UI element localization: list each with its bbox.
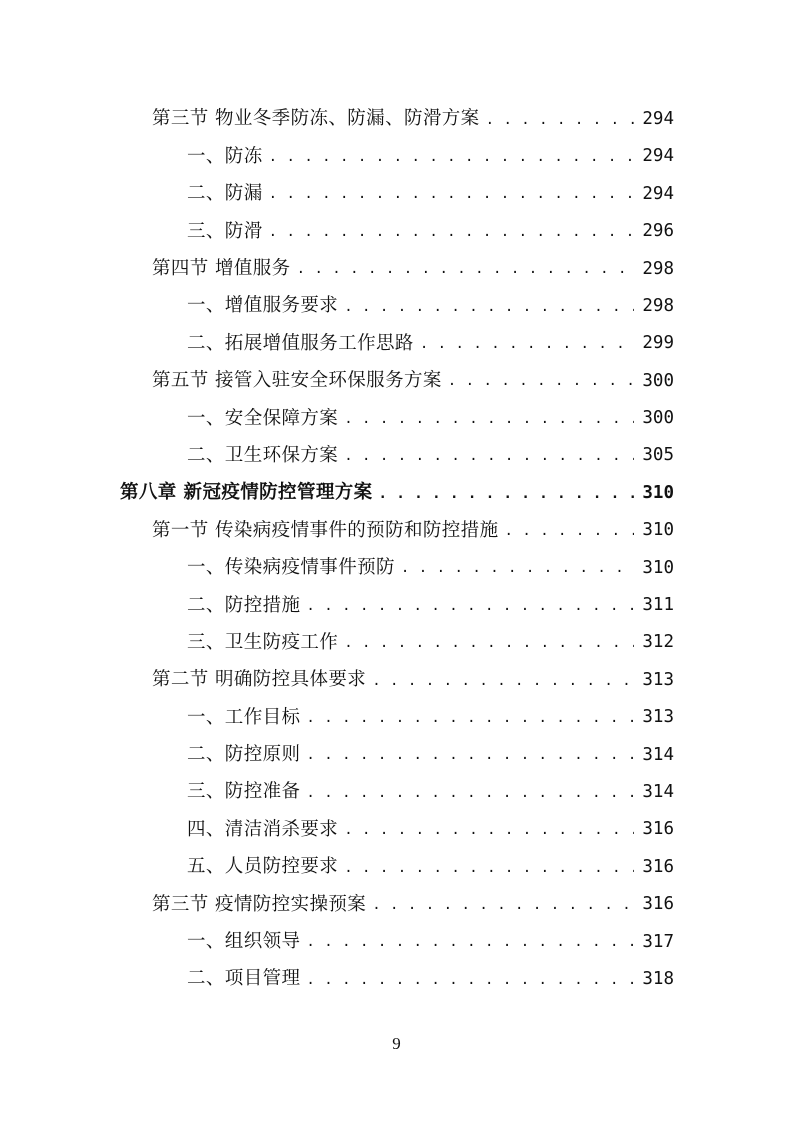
toc-entry-page: 310 <box>642 520 674 541</box>
toc-entry-title: 二、防漏 <box>187 183 263 205</box>
toc-section-entry[interactable] <box>0 886 793 923</box>
toc-entry-title: 二、卫生环保方案 <box>187 444 339 466</box>
toc-entry-title: 一、传染病疫情事件预防 <box>187 557 395 579</box>
toc-entry-title: 第二节 明确防控具体要求 <box>152 669 367 691</box>
toc-entry-title: 三、防滑 <box>187 220 263 242</box>
toc-entry-page: 299 <box>642 333 674 354</box>
toc-dot-leader <box>306 783 634 803</box>
toc-subsection-entry[interactable] <box>0 213 793 250</box>
toc-subsection-entry[interactable] <box>0 924 793 961</box>
toc-dot-leader <box>269 147 634 167</box>
toc-subsection-entry[interactable] <box>0 774 793 811</box>
toc-entry-title: 一、防冻 <box>187 145 263 167</box>
toc-section-entry[interactable] <box>0 101 793 138</box>
toc-dot-leader <box>448 371 634 391</box>
toc-entry-title: 一、安全保障方案 <box>187 407 339 429</box>
toc-entry-page: 294 <box>642 183 674 204</box>
toc-subsection-entry[interactable] <box>0 587 793 624</box>
toc-subsection-entry[interactable] <box>0 811 793 848</box>
toc-entry-page: 310 <box>642 482 674 503</box>
toc-entry-page: 318 <box>642 968 674 989</box>
toc-section-entry[interactable] <box>0 251 793 288</box>
toc-dot-leader <box>306 708 634 728</box>
toc-section-entry[interactable] <box>0 363 793 400</box>
toc-dot-leader <box>420 334 634 354</box>
toc-section-entry[interactable] <box>0 662 793 699</box>
toc-dot-leader <box>504 521 634 541</box>
toc-dot-leader <box>379 484 634 504</box>
toc-entry-page: 317 <box>642 931 674 952</box>
toc-dot-leader <box>269 222 634 242</box>
toc-dot-leader <box>297 259 634 279</box>
toc-entry-page: 310 <box>642 557 674 578</box>
toc-entry-title: 二、防控措施 <box>187 594 301 616</box>
toc-entry-title: 五、人员防控要求 <box>187 856 339 878</box>
toc-dot-leader <box>344 297 634 317</box>
toc-dot-leader <box>372 671 634 691</box>
toc-subsection-entry[interactable] <box>0 961 793 998</box>
toc-entry-page: 294 <box>642 146 674 167</box>
toc-subsection-entry[interactable] <box>0 288 793 325</box>
toc-entry-title: 二、拓展增值服务工作思路 <box>187 332 414 354</box>
toc-subsection-entry[interactable] <box>0 138 793 175</box>
toc-entry-title: 第五节 接管入驻安全环保服务方案 <box>152 370 442 392</box>
toc-dot-leader <box>344 409 634 429</box>
toc-entry-page: 305 <box>642 445 674 466</box>
toc-dot-leader <box>344 858 634 878</box>
table-of-contents <box>0 101 793 998</box>
toc-subsection-entry[interactable] <box>0 325 793 362</box>
toc-entry-page: 313 <box>642 669 674 690</box>
toc-subsection-entry[interactable] <box>0 550 793 587</box>
toc-subsection-entry[interactable] <box>0 737 793 774</box>
toc-entry-page: 300 <box>642 408 674 429</box>
toc-dot-leader <box>306 932 634 952</box>
toc-entry-title: 三、卫生防疫工作 <box>187 631 339 653</box>
toc-entry-page: 298 <box>642 258 674 279</box>
toc-entry-page: 316 <box>642 856 674 877</box>
toc-entry-title: 一、组织领导 <box>187 931 301 953</box>
toc-subsection-entry[interactable] <box>0 400 793 437</box>
toc-entry-page: 298 <box>642 295 674 316</box>
toc-entry-page: 314 <box>642 781 674 802</box>
toc-dot-leader <box>372 895 634 915</box>
toc-dot-leader <box>306 970 634 990</box>
toc-subsection-entry[interactable] <box>0 624 793 661</box>
toc-entry-title: 二、项目管理 <box>187 968 301 990</box>
toc-subsection-entry[interactable] <box>0 176 793 213</box>
toc-dot-leader <box>401 558 634 578</box>
toc-dot-leader <box>344 446 634 466</box>
toc-subsection-entry[interactable] <box>0 438 793 475</box>
toc-entry-page: 300 <box>642 370 674 391</box>
toc-entry-page: 314 <box>642 744 674 765</box>
toc-subsection-entry[interactable] <box>0 699 793 736</box>
toc-entry-title: 第三节 疫情防控实操预案 <box>152 893 367 915</box>
toc-entry-page: 312 <box>642 632 674 653</box>
toc-entry-page: 313 <box>642 707 674 728</box>
toc-entry-page: 296 <box>642 221 674 242</box>
toc-entry-title: 第四节 增值服务 <box>152 258 291 279</box>
toc-dot-leader <box>344 633 634 653</box>
toc-entry-page: 316 <box>642 819 674 840</box>
toc-entry-title: 第一节 传染病疫情事件的预防和防控措施 <box>152 519 499 541</box>
toc-section-entry[interactable] <box>0 512 793 549</box>
toc-dot-leader <box>306 596 634 616</box>
toc-entry-title: 一、工作目标 <box>187 706 301 728</box>
toc-chapter-entry[interactable] <box>0 475 793 512</box>
toc-entry-title: 四、清洁消杀要求 <box>187 818 339 840</box>
toc-entry-title: 二、防控原则 <box>187 744 301 766</box>
toc-dot-leader <box>486 110 634 130</box>
toc-entry-title: 三、防控准备 <box>187 781 301 803</box>
toc-subsection-entry[interactable] <box>0 849 793 886</box>
toc-entry-title: 一、增值服务要求 <box>187 295 339 317</box>
page-number: 9 <box>392 1034 401 1053</box>
toc-dot-leader <box>306 745 634 765</box>
toc-dot-leader <box>269 184 634 204</box>
toc-entry-page: 311 <box>642 595 674 616</box>
toc-entry-title: 第三节 物业冬季防冻、防漏、防滑方案 <box>152 108 480 130</box>
toc-entry-title: 第八章 新冠疫情防控管理方案 <box>120 482 373 504</box>
toc-dot-leader <box>344 820 634 840</box>
toc-entry-page: 294 <box>642 108 674 129</box>
toc-entry-page: 316 <box>642 894 674 915</box>
